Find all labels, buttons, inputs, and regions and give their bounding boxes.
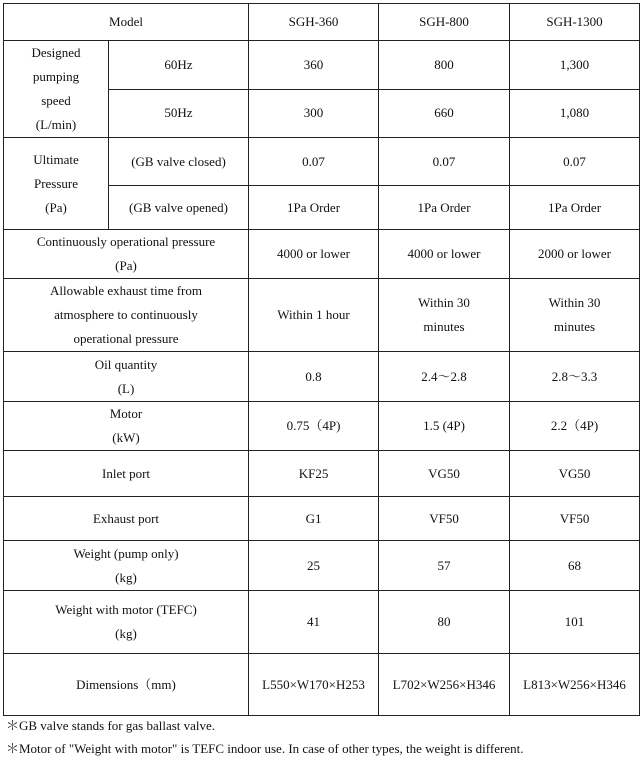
label-line: pumping <box>32 69 80 84</box>
model-label: Model <box>4 4 249 41</box>
table-cell: 80 <box>379 591 510 654</box>
label-line: Designed <box>31 45 81 60</box>
model-name: SGH-360 <box>249 4 379 41</box>
table-cell: 1.5 (4P) <box>379 402 510 451</box>
table-cell: 1Pa Order <box>510 186 640 230</box>
label-line: Inlet port <box>102 465 151 481</box>
model-name: SGH-1300 <box>510 4 640 41</box>
label-line: speed <box>41 93 71 108</box>
label-line: (kg) <box>115 569 137 585</box>
row-label <box>4 497 249 541</box>
label-line: Pressure <box>33 175 79 191</box>
row-label <box>4 279 249 352</box>
sub-label: 60Hz <box>109 41 249 90</box>
table-cell: VF50 <box>510 497 640 541</box>
row-label <box>4 230 249 279</box>
table-cell: Within 1 hour <box>249 279 379 352</box>
label-line: Dimensions（mm) <box>76 676 176 692</box>
table-cell: VG50 <box>510 451 640 497</box>
label-line: operational pressure <box>73 331 179 346</box>
label-line: (kW) <box>112 430 140 445</box>
label-line: (kg) <box>115 626 137 641</box>
row-label <box>4 451 249 497</box>
table-cell: 0.8 <box>249 352 379 402</box>
sub-label: 50Hz <box>109 89 249 138</box>
table-cell: 0.75（4P) <box>249 402 379 451</box>
table-cell: 360 <box>249 41 379 90</box>
label-line: (L) <box>117 380 135 396</box>
table-row <box>4 352 640 402</box>
table-cell: 300 <box>249 89 379 138</box>
table-cell: 25 <box>249 541 379 591</box>
table-cell: VG50 <box>379 451 510 497</box>
label-line: Weight with motor (TEFC) <box>55 602 197 617</box>
table-row <box>4 138 640 186</box>
footnote: ＊Motor of "Weight with motor" is TEFC indoor use. In case of other types, the weight is different. <box>6 741 524 756</box>
row-label <box>4 352 249 402</box>
table-row <box>4 41 640 90</box>
model-name: SGH-800 <box>379 4 510 41</box>
table-cell: 41 <box>249 591 379 654</box>
table-cell: 2000 or lower <box>510 230 640 279</box>
table-cell: 1Pa Order <box>379 186 510 230</box>
table-row <box>4 230 640 279</box>
table-row <box>4 591 640 654</box>
table-cell: L813×W256×H346 <box>510 654 640 716</box>
label-line: (Pa) <box>115 258 137 273</box>
sub-label: (GB valve closed) <box>109 138 249 186</box>
table-cell: Within 30 minutes <box>379 279 510 352</box>
table-cell: 800 <box>379 41 510 90</box>
table-cell: G1 <box>249 497 379 541</box>
sub-label: (GB valve opened) <box>109 186 249 230</box>
row-label <box>4 402 249 451</box>
table-cell: L550×W170×H253 <box>249 654 379 716</box>
table-cell: 68 <box>510 541 640 591</box>
row-label <box>4 591 249 654</box>
table-cell: 2.4～2.8 <box>379 352 510 402</box>
table-row <box>4 497 640 541</box>
label-line: Weight (pump only) <box>73 545 179 561</box>
table-row <box>4 279 640 352</box>
ultimate-pressure-label <box>4 138 109 230</box>
label-line: (L/min) <box>35 117 77 132</box>
table-cell: KF25 <box>249 451 379 497</box>
table-cell: Within 30 minutes <box>510 279 640 352</box>
table-cell: 2.8～3.3 <box>510 352 640 402</box>
table-row <box>4 402 640 451</box>
label-line: Oil quantity <box>94 356 158 372</box>
label-line: atmosphere to continuously <box>54 307 198 322</box>
table-cell: L702×W256×H346 <box>379 654 510 716</box>
table-cell: 0.07 <box>379 138 510 186</box>
table-cell: VF50 <box>379 497 510 541</box>
pumping-speed-label <box>4 41 109 138</box>
table-row <box>4 541 640 591</box>
row-label <box>4 541 249 591</box>
label-line: Continuously operational pressure <box>36 234 216 249</box>
table-row <box>4 654 640 716</box>
table-cell: 4000 or lower <box>249 230 379 279</box>
table-row <box>4 451 640 497</box>
table-cell: 660 <box>379 89 510 138</box>
table-cell: 0.07 <box>249 138 379 186</box>
table-cell: 1,080 <box>510 89 640 138</box>
footnote: ＊GB valve stands for gas ballast valve. <box>6 718 216 733</box>
label-line: Motor <box>109 406 143 421</box>
label-line: Allowable exhaust time from <box>50 283 202 298</box>
table-cell: 4000 or lower <box>379 230 510 279</box>
table-cell: 1,300 <box>510 41 640 90</box>
table-cell: 57 <box>379 541 510 591</box>
footnotes <box>6 714 642 760</box>
table-cell: 2.2（4P) <box>510 402 640 451</box>
table-cell: 0.07 <box>510 138 640 186</box>
label-line: Ultimate <box>33 151 79 167</box>
header-row <box>4 4 640 41</box>
label-line: (Pa) <box>45 199 67 215</box>
label-line: Exhaust port <box>92 510 160 526</box>
table-cell: 1Pa Order <box>249 186 379 230</box>
spec-table <box>3 3 640 716</box>
row-label <box>4 654 249 716</box>
table-cell: 101 <box>510 591 640 654</box>
